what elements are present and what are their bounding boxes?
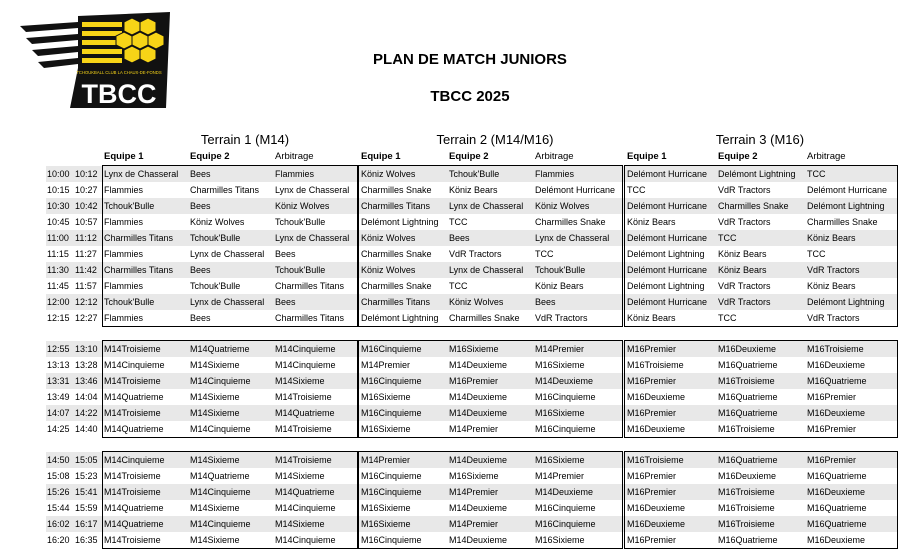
t3-arbitrage: M16Quatrieme bbox=[807, 471, 867, 481]
t2-equipe2: Lynx de Chasseral bbox=[449, 265, 524, 275]
schedule-block bbox=[46, 452, 898, 548]
t2-equipe2: M14Deuxieme bbox=[449, 392, 508, 402]
t1-arbitrage: M14Troisieme bbox=[275, 455, 332, 465]
terrain-2-frame bbox=[358, 165, 623, 327]
t2-arbitrage: M16Sixieme bbox=[535, 360, 585, 370]
t2-equipe1: M16Sixieme bbox=[361, 424, 411, 434]
t1-equipe1: M14Cinquieme bbox=[104, 360, 165, 370]
t3-equipe2: M16Troisieme bbox=[718, 503, 775, 513]
start-time: 12:15 bbox=[47, 313, 70, 323]
page-title: PLAN DE MATCH JUNIORS bbox=[373, 51, 567, 68]
t3-equipe1: Delémont Hurricane bbox=[627, 297, 708, 307]
t1-arbitrage: Bees bbox=[275, 249, 296, 259]
t1-equipe2: Tchouk'Bulle bbox=[190, 281, 241, 291]
t3-equipe2: M16Troisieme bbox=[718, 519, 775, 529]
t1-equipe2: M14Sixieme bbox=[190, 503, 240, 513]
start-time: 11:15 bbox=[47, 249, 69, 259]
t3-equipe1: Delémont Hurricane bbox=[627, 233, 708, 243]
t2-equipe2: Bees bbox=[449, 233, 470, 243]
t1-equipe1: M14Quatrieme bbox=[104, 424, 164, 434]
t3-equipe2: M16Quatrieme bbox=[718, 455, 778, 465]
t2-equipe2: TCC bbox=[449, 217, 468, 227]
start-time: 10:15 bbox=[47, 185, 70, 195]
t3-arbitrage: TCC bbox=[807, 249, 826, 259]
t2-equipe2: M14Premier bbox=[449, 424, 499, 434]
end-time: 15:59 bbox=[75, 503, 98, 513]
t3-arbitrage: M16Deuxieme bbox=[807, 487, 866, 497]
t3-equipe2: M16Troisieme bbox=[718, 424, 775, 434]
t1-equipe1: M14Quatrieme bbox=[104, 503, 164, 513]
t2-equipe2: TCC bbox=[449, 281, 468, 291]
t1-equipe2: M14Sixieme bbox=[190, 392, 240, 402]
t2-equipe1: Charmilles Titans bbox=[361, 201, 431, 211]
t2-arbitrage: M14Premier bbox=[535, 471, 585, 481]
t3-equipe1: M16Deuxieme bbox=[627, 424, 686, 434]
t3-equipe1: M16Deuxieme bbox=[627, 503, 686, 513]
end-time: 10:27 bbox=[75, 185, 98, 195]
t2-arbitrage: M16Cinquieme bbox=[535, 424, 596, 434]
t2-equipe2: M14Deuxieme bbox=[449, 360, 508, 370]
header-t1-equipe1: Equipe 1 bbox=[104, 151, 144, 162]
t2-equipe1: Köniz Wolves bbox=[361, 265, 416, 275]
t1-arbitrage: Lynx de Chasseral bbox=[275, 233, 350, 243]
t2-equipe2: Lynx de Chasseral bbox=[449, 201, 524, 211]
end-time: 13:46 bbox=[75, 376, 98, 386]
t1-equipe2: M14Sixieme bbox=[190, 408, 240, 418]
t3-arbitrage: M16Premier bbox=[807, 392, 857, 402]
end-time: 10:42 bbox=[75, 201, 98, 211]
terrain-2-frame bbox=[358, 451, 623, 549]
start-time: 10:45 bbox=[47, 217, 70, 227]
t1-equipe2: M14Cinquieme bbox=[190, 487, 251, 497]
t1-equipe1: M14Troisieme bbox=[104, 535, 161, 545]
t2-equipe2: M14Deuxieme bbox=[449, 408, 508, 418]
terrain-1-frame bbox=[102, 340, 358, 438]
t1-equipe1: Charmilles Titans bbox=[104, 265, 174, 275]
page-subtitle: TBCC 2025 bbox=[430, 88, 510, 105]
t1-equipe1: Charmilles Titans bbox=[104, 233, 174, 243]
logo-text: TBCC bbox=[81, 79, 157, 109]
t2-arbitrage: M16Cinquieme bbox=[535, 392, 596, 402]
end-time: 12:27 bbox=[75, 313, 98, 323]
t1-equipe1: M14Troisieme bbox=[104, 376, 161, 386]
t3-equipe2: VdR Tractors bbox=[718, 217, 771, 227]
t2-equipe2: VdR Tractors bbox=[449, 249, 502, 259]
end-time: 14:22 bbox=[75, 408, 98, 418]
t1-arbitrage: M14Troisieme bbox=[275, 424, 332, 434]
t2-arbitrage: M14Deuxieme bbox=[535, 487, 594, 497]
end-time: 11:27 bbox=[75, 249, 97, 259]
terrain-3-frame bbox=[624, 340, 898, 438]
terrain-3-heading: Terrain 3 (M16) bbox=[715, 132, 805, 147]
t3-equipe1: Delémont Lightning bbox=[627, 281, 705, 291]
end-time: 16:17 bbox=[75, 519, 98, 529]
t3-arbitrage: M16Quatrieme bbox=[807, 519, 867, 529]
end-time: 16:35 bbox=[75, 535, 98, 545]
t2-arbitrage: M14Premier bbox=[535, 344, 585, 354]
t3-arbitrage: Köniz Bears bbox=[807, 233, 856, 243]
t2-equipe1: M16Cinquieme bbox=[361, 471, 422, 481]
t2-equipe2: M14Deuxieme bbox=[449, 503, 508, 513]
start-time: 11:30 bbox=[47, 265, 69, 275]
t1-arbitrage: M14Quatrieme bbox=[275, 408, 335, 418]
end-time: 13:28 bbox=[75, 360, 98, 370]
t2-equipe1: M16Cinquieme bbox=[361, 408, 422, 418]
start-time: 15:08 bbox=[47, 471, 70, 481]
start-time: 13:13 bbox=[47, 360, 70, 370]
t3-arbitrage: Delémont Lightning bbox=[807, 297, 885, 307]
tbcc-logo bbox=[20, 8, 170, 112]
t2-arbitrage: M16Cinquieme bbox=[535, 519, 596, 529]
t2-equipe1: Charmilles Snake bbox=[361, 249, 432, 259]
t2-equipe1: Köniz Wolves bbox=[361, 169, 416, 179]
t1-arbitrage: Lynx de Chasseral bbox=[275, 185, 350, 195]
t1-equipe1: Flammies bbox=[104, 281, 144, 291]
end-time: 15:05 bbox=[75, 455, 98, 465]
t3-equipe1: M16Deuxieme bbox=[627, 519, 686, 529]
t3-arbitrage: M16Deuxieme bbox=[807, 360, 866, 370]
schedule-block bbox=[46, 166, 898, 326]
start-time: 16:02 bbox=[47, 519, 70, 529]
t1-equipe1: Lynx de Chasseral bbox=[104, 169, 179, 179]
header-t2-equipe2: Equipe 2 bbox=[449, 151, 489, 162]
t3-equipe1: M16Premier bbox=[627, 376, 677, 386]
t2-equipe1: Charmilles Titans bbox=[361, 297, 431, 307]
t3-equipe2: M16Quatrieme bbox=[718, 360, 778, 370]
t3-equipe2: Köniz Bears bbox=[718, 265, 767, 275]
t2-equipe2: M14Deuxieme bbox=[449, 455, 508, 465]
end-time: 14:40 bbox=[75, 424, 98, 434]
t2-equipe2: M16Sixieme bbox=[449, 344, 499, 354]
t1-equipe2: M14Cinquieme bbox=[190, 519, 251, 529]
t3-equipe2: M16Troisieme bbox=[718, 487, 775, 497]
start-time: 12:00 bbox=[47, 297, 70, 307]
end-time: 14:04 bbox=[75, 392, 98, 402]
t2-equipe1: Charmilles Snake bbox=[361, 281, 432, 291]
t3-equipe1: M16Premier bbox=[627, 535, 677, 545]
t1-equipe1: M14Quatrieme bbox=[104, 392, 164, 402]
t3-arbitrage: M16Premier bbox=[807, 455, 857, 465]
t2-equipe2: Charmilles Snake bbox=[449, 313, 520, 323]
start-time: 11:00 bbox=[47, 233, 69, 243]
t3-arbitrage: M16Troisieme bbox=[807, 344, 864, 354]
t1-arbitrage: Tchouk'Bulle bbox=[275, 217, 326, 227]
t3-equipe2: Charmilles Snake bbox=[718, 201, 789, 211]
t1-arbitrage: M14Sixieme bbox=[275, 376, 325, 386]
t2-equipe1: Charmilles Snake bbox=[361, 185, 432, 195]
t3-equipe1: M16Premier bbox=[627, 487, 677, 497]
start-time: 14:07 bbox=[47, 408, 70, 418]
start-time: 10:30 bbox=[47, 201, 70, 211]
t1-equipe2: Tchouk'Bulle bbox=[190, 233, 241, 243]
logo-subtext: TCHOUKBALL CLUB LA CHAUX-DE-FONDS bbox=[76, 70, 162, 75]
t2-arbitrage: M16Cinquieme bbox=[535, 503, 596, 513]
terrain-3-frame bbox=[624, 451, 898, 549]
t1-equipe2: Lynx de Chasseral bbox=[190, 249, 265, 259]
t3-arbitrage: M16Premier bbox=[807, 424, 857, 434]
end-time: 13:10 bbox=[75, 344, 98, 354]
t1-equipe1: M14Quatrieme bbox=[104, 519, 164, 529]
start-time: 15:44 bbox=[47, 503, 70, 513]
t1-arbitrage: M14Cinquieme bbox=[275, 535, 336, 545]
t1-equipe2: Bees bbox=[190, 265, 211, 275]
header-t2-equipe1: Equipe 1 bbox=[361, 151, 401, 162]
t2-equipe1: M16Sixieme bbox=[361, 519, 411, 529]
t3-arbitrage: Charmilles Snake bbox=[807, 217, 878, 227]
t3-equipe2: VdR Tractors bbox=[718, 297, 771, 307]
terrain-2-frame bbox=[358, 340, 623, 438]
t1-arbitrage: Charmilles Titans bbox=[275, 313, 345, 323]
header-t1-arbitrage: Arbitrage bbox=[275, 151, 314, 162]
t1-arbitrage: M14Quatrieme bbox=[275, 487, 335, 497]
t1-equipe1: Flammies bbox=[104, 313, 144, 323]
end-time: 15:41 bbox=[75, 487, 98, 497]
t3-equipe1: Delémont Hurricane bbox=[627, 265, 708, 275]
t2-arbitrage: Lynx de Chasseral bbox=[535, 233, 610, 243]
t2-equipe1: Delémont Lightning bbox=[361, 217, 439, 227]
start-time: 13:49 bbox=[47, 392, 70, 402]
t2-arbitrage: Köniz Wolves bbox=[535, 201, 590, 211]
t1-arbitrage: M14Cinquieme bbox=[275, 344, 336, 354]
t2-arbitrage: Köniz Bears bbox=[535, 281, 584, 291]
t1-equipe2: Bees bbox=[190, 169, 211, 179]
t3-equipe1: M16Deuxieme bbox=[627, 392, 686, 402]
t3-equipe1: Delémont Hurricane bbox=[627, 201, 708, 211]
t2-equipe1: M16Sixieme bbox=[361, 503, 411, 513]
t1-equipe2: M14Cinquieme bbox=[190, 424, 251, 434]
t2-arbitrage: Bees bbox=[535, 297, 556, 307]
t3-arbitrage: VdR Tractors bbox=[807, 265, 860, 275]
t2-equipe1: M16Cinquieme bbox=[361, 376, 422, 386]
header-t3-arbitrage: Arbitrage bbox=[807, 151, 846, 162]
t2-arbitrage: Charmilles Snake bbox=[535, 217, 606, 227]
terrain-1-frame bbox=[102, 165, 358, 327]
t3-equipe1: M16Troisieme bbox=[627, 360, 684, 370]
t3-equipe2: VdR Tractors bbox=[718, 185, 771, 195]
t2-equipe1: M16Cinquieme bbox=[361, 535, 422, 545]
t3-equipe1: M16Premier bbox=[627, 408, 677, 418]
t3-arbitrage: M16Deuxieme bbox=[807, 535, 866, 545]
t3-equipe2: Delémont Lightning bbox=[718, 169, 796, 179]
end-time: 10:12 bbox=[75, 169, 98, 179]
t2-equipe2: M16Premier bbox=[449, 376, 499, 386]
t2-equipe2: Köniz Wolves bbox=[449, 297, 504, 307]
t1-arbitrage: M14Sixieme bbox=[275, 519, 325, 529]
t3-equipe2: TCC bbox=[718, 313, 737, 323]
end-time: 11:57 bbox=[75, 281, 97, 291]
t3-equipe1: Delémont Lightning bbox=[627, 249, 705, 259]
t3-equipe1: TCC bbox=[627, 185, 646, 195]
t1-arbitrage: Flammies bbox=[275, 169, 315, 179]
t3-equipe1: Köniz Bears bbox=[627, 217, 676, 227]
t1-arbitrage: Köniz Wolves bbox=[275, 201, 330, 211]
t1-arbitrage: Tchouk'Bulle bbox=[275, 265, 326, 275]
schedule-block bbox=[46, 341, 898, 437]
t2-equipe1: M16Sixieme bbox=[361, 392, 411, 402]
t1-arbitrage: M14Cinquieme bbox=[275, 360, 336, 370]
terrain-1-heading: Terrain 1 (M14) bbox=[200, 132, 290, 147]
t3-equipe1: Delémont Hurricane bbox=[627, 169, 708, 179]
t2-arbitrage: M16Sixieme bbox=[535, 408, 585, 418]
terrain-1-frame bbox=[102, 451, 358, 549]
t2-arbitrage: TCC bbox=[535, 249, 554, 259]
end-time: 15:23 bbox=[75, 471, 98, 481]
end-time: 11:42 bbox=[75, 265, 97, 275]
t1-equipe1: M14Cinquieme bbox=[104, 455, 165, 465]
t1-equipe1: M14Troisieme bbox=[104, 487, 161, 497]
t2-arbitrage: M14Deuxieme bbox=[535, 376, 594, 386]
t2-equipe2: M14Deuxieme bbox=[449, 535, 508, 545]
start-time: 12:55 bbox=[47, 344, 70, 354]
t1-equipe1: M14Troisieme bbox=[104, 344, 161, 354]
t1-equipe2: Bees bbox=[190, 201, 211, 211]
t3-arbitrage: Delémont Lightning bbox=[807, 201, 885, 211]
t3-arbitrage: VdR Tractors bbox=[807, 313, 860, 323]
start-time: 11:45 bbox=[47, 281, 69, 291]
header-t2-arbitrage: Arbitrage bbox=[535, 151, 574, 162]
t3-arbitrage: TCC bbox=[807, 169, 826, 179]
t2-equipe1: M14Premier bbox=[361, 455, 411, 465]
start-time: 14:25 bbox=[47, 424, 70, 434]
t3-equipe2: M16Deuxieme bbox=[718, 471, 777, 481]
t1-equipe2: Bees bbox=[190, 313, 211, 323]
t3-equipe2: VdR Tractors bbox=[718, 281, 771, 291]
t1-equipe2: M14Cinquieme bbox=[190, 376, 251, 386]
t3-equipe1: M16Premier bbox=[627, 344, 677, 354]
t1-equipe1: Flammies bbox=[104, 217, 144, 227]
t3-equipe1: M16Premier bbox=[627, 471, 677, 481]
t2-equipe2: M14Premier bbox=[449, 519, 499, 529]
t1-equipe2: M14Quatrieme bbox=[190, 471, 250, 481]
t1-equipe1: Flammies bbox=[104, 185, 144, 195]
header-t3-equipe1: Equipe 1 bbox=[627, 151, 667, 162]
header-t3-equipe2: Equipe 2 bbox=[718, 151, 758, 162]
end-time: 12:12 bbox=[75, 297, 98, 307]
t3-equipe2: M16Quatrieme bbox=[718, 392, 778, 402]
start-time: 10:00 bbox=[47, 169, 70, 179]
t3-equipe2: Köniz Bears bbox=[718, 249, 767, 259]
t1-arbitrage: M14Troisieme bbox=[275, 392, 332, 402]
t1-equipe1: M14Troisieme bbox=[104, 408, 161, 418]
t1-equipe1: Tchouk'Bulle bbox=[104, 201, 155, 211]
start-time: 14:50 bbox=[47, 455, 70, 465]
t3-equipe2: TCC bbox=[718, 233, 737, 243]
t1-equipe2: Köniz Wolves bbox=[190, 217, 245, 227]
t2-arbitrage: M16Sixieme bbox=[535, 535, 585, 545]
t3-equipe2: M16Quatrieme bbox=[718, 535, 778, 545]
t3-arbitrage: Delémont Hurricane bbox=[807, 185, 888, 195]
t1-equipe2: M14Quatrieme bbox=[190, 344, 250, 354]
t3-equipe2: M16Troisieme bbox=[718, 376, 775, 386]
t2-arbitrage: Delémont Hurricane bbox=[535, 185, 616, 195]
t3-arbitrage: M16Deuxieme bbox=[807, 408, 866, 418]
t1-arbitrage: M14Sixieme bbox=[275, 471, 325, 481]
header-t1-equipe2: Equipe 2 bbox=[190, 151, 230, 162]
terrain-3-frame bbox=[624, 165, 898, 327]
t2-arbitrage: M16Sixieme bbox=[535, 455, 585, 465]
start-time: 13:31 bbox=[47, 376, 70, 386]
t1-arbitrage: Charmilles Titans bbox=[275, 281, 345, 291]
t2-equipe2: M14Premier bbox=[449, 487, 499, 497]
t2-equipe2: Tchouk'Bulle bbox=[449, 169, 500, 179]
t1-equipe2: M14Sixieme bbox=[190, 360, 240, 370]
t1-equipe2: M14Sixieme bbox=[190, 455, 240, 465]
end-time: 10:57 bbox=[75, 217, 98, 227]
t3-equipe2: M16Quatrieme bbox=[718, 408, 778, 418]
t2-equipe1: Köniz Wolves bbox=[361, 233, 416, 243]
t1-arbitrage: M14Cinquieme bbox=[275, 503, 336, 513]
t3-equipe1: M16Troisieme bbox=[627, 455, 684, 465]
t2-equipe1: M14Premier bbox=[361, 360, 411, 370]
t1-arbitrage: Bees bbox=[275, 297, 296, 307]
t2-arbitrage: Tchouk'Bulle bbox=[535, 265, 586, 275]
t2-equipe1: M16Cinquieme bbox=[361, 344, 422, 354]
t1-equipe1: M14Troisieme bbox=[104, 471, 161, 481]
start-time: 16:20 bbox=[47, 535, 70, 545]
t1-equipe2: Charmilles Titans bbox=[190, 185, 260, 195]
t1-equipe1: Tchouk'Bulle bbox=[104, 297, 155, 307]
t2-equipe2: Köniz Bears bbox=[449, 185, 498, 195]
t2-arbitrage: Flammies bbox=[535, 169, 575, 179]
t3-arbitrage: M16Quatrieme bbox=[807, 503, 867, 513]
t1-equipe2: M14Sixieme bbox=[190, 535, 240, 545]
t1-equipe1: Flammies bbox=[104, 249, 144, 259]
terrain-2-heading: Terrain 2 (M14/M16) bbox=[436, 132, 554, 147]
t2-equipe1: M16Cinquieme bbox=[361, 487, 422, 497]
t2-equipe2: M16Sixieme bbox=[449, 471, 499, 481]
start-time: 15:26 bbox=[47, 487, 70, 497]
t3-equipe1: Köniz Bears bbox=[627, 313, 676, 323]
end-time: 11:12 bbox=[75, 233, 97, 243]
t2-equipe1: Delémont Lightning bbox=[361, 313, 439, 323]
t3-arbitrage: M16Quatrieme bbox=[807, 376, 867, 386]
t3-arbitrage: Köniz Bears bbox=[807, 281, 856, 291]
t3-equipe2: M16Deuxieme bbox=[718, 344, 777, 354]
t2-arbitrage: VdR Tractors bbox=[535, 313, 588, 323]
t1-equipe2: Lynx de Chasseral bbox=[190, 297, 265, 307]
